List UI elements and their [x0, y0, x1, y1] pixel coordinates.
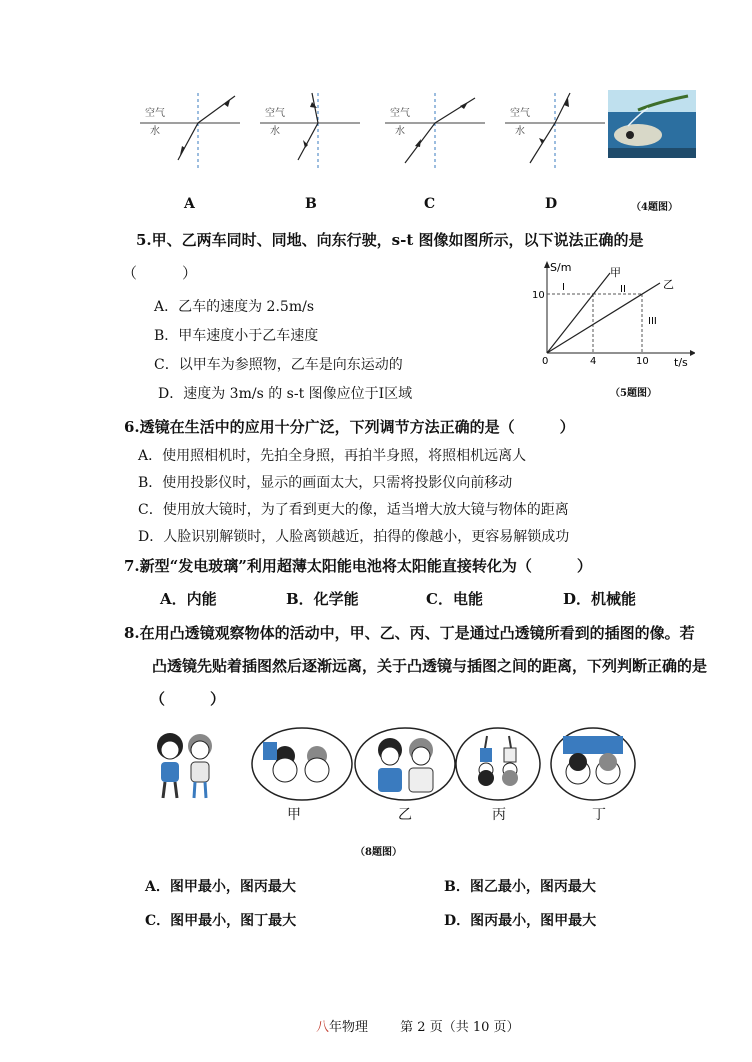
archer-fish-photo — [608, 90, 696, 158]
q4-water-label: 水 — [150, 126, 160, 137]
q6-option-d: D．人脸识别解锁时，人脸离锁越近，拍得的像越小，更容易解锁成功 — [138, 529, 570, 545]
q4-air-label: 空气 — [510, 108, 530, 119]
q8-stem-line-1: 8.在用凸透镜观察物体的活动中，甲、乙、丙、丁是通过凸透镜所看到的插图的像。若 — [124, 624, 695, 642]
footer-subject: 年物理 — [329, 1020, 369, 1035]
q5-option-d: D．速度为 3m/s 的 s-t 图像应位于Ⅰ区域 — [158, 386, 413, 402]
q5-graph-ytick: 10 — [532, 290, 545, 301]
q5-stem: 5.甲、乙两车同时、同地、向东行驶，s-t 图像如图所示，以下说法正确的是 — [136, 231, 644, 249]
q4-water-label: 水 — [270, 126, 280, 137]
q4-water-label: 水 — [515, 126, 525, 137]
q5-graph-line-jia: 甲 — [610, 266, 621, 279]
q8-original-illustration — [157, 733, 212, 798]
q5-st-graph — [530, 258, 695, 368]
q7-option-d: D．机械能 — [563, 590, 637, 608]
q5-graph-origin: 0 — [542, 356, 549, 367]
q8-label-bing: 丙 — [492, 807, 506, 823]
q4-refraction-diagrams — [130, 88, 730, 178]
q6-option-a: A．使用照相机时，先拍全身照，再拍半身照，将照相机远离人 — [138, 448, 527, 464]
q6-option-b: B．使用投影仪时，显示的画面太大，只需将投影仪向前移动 — [138, 475, 513, 491]
q8-label-yi: 乙 — [398, 807, 412, 823]
q8-stem-line-2: 凸透镜先贴着插图然后逐渐远离，关于凸透镜与插图之间的距离，下列判断正确的是 — [152, 657, 708, 675]
q5-graph-line-yi: 乙 — [663, 278, 674, 291]
q8-figure-row — [145, 726, 655, 806]
q4-label-d: D — [545, 196, 558, 212]
q4-water-label: 水 — [395, 126, 405, 137]
diagram-a — [140, 93, 240, 168]
q8-answer-blank[interactable]: （ ） — [150, 690, 226, 708]
q5-graph-ylabel: S/m — [550, 261, 572, 274]
q5-graph-region-2: II — [620, 284, 626, 295]
footer-page: 第 2 页（共 10 页） — [400, 1020, 520, 1035]
q5-option-a: A．乙车的速度为 2.5m/s — [154, 299, 315, 315]
q4-air-label: 空气 — [265, 108, 285, 119]
q5-caption: （5题图） — [610, 388, 657, 399]
diagram-b — [260, 93, 360, 168]
q7-option-a: A．内能 — [160, 590, 217, 608]
q5-graph-region-1: I — [562, 282, 565, 293]
q8-image-ding — [551, 728, 635, 800]
q8-option-a: A．图甲最小，图丙最大 — [145, 879, 296, 895]
q5-option-c: C．以甲车为参照物，乙车是向东运动的 — [154, 357, 403, 373]
q5-graph-region-3: III — [648, 316, 657, 327]
q5-option-b: B．甲车速度小于乙车速度 — [154, 328, 319, 344]
footer-grade: 八 — [316, 1020, 330, 1035]
q7-stem: 7.新型“发电玻璃”利用超薄太阳能电池将太阳能直接转化为（ ） — [124, 557, 592, 575]
page-footer — [316, 1016, 520, 1035]
q7-option-c: C．电能 — [426, 590, 483, 608]
q8-option-d: D．图丙最小，图甲最大 — [444, 913, 597, 929]
q6-option-c: C．使用放大镜时，为了看到更大的像，适当增大放大镜与物体的距离 — [138, 502, 569, 518]
q4-label-b: B — [305, 196, 317, 212]
q8-label-ding: 丁 — [592, 807, 606, 823]
q8-image-jia — [252, 728, 352, 800]
q8-option-b: B．图乙最小，图丙最大 — [444, 879, 596, 895]
q8-image-yi — [355, 728, 455, 800]
q5-graph-xlabel: t/s — [674, 356, 688, 368]
q5-graph-xtick-4: 4 — [590, 356, 597, 367]
q8-label-jia: 甲 — [287, 807, 301, 823]
q4-figure-row — [130, 88, 730, 178]
q4-label-a: A — [184, 196, 195, 212]
q4-label-c: C — [424, 196, 436, 212]
q7-option-b: B．化学能 — [286, 590, 359, 608]
q4-air-label: 空气 — [390, 108, 410, 119]
q8-image-bing — [456, 728, 540, 800]
q8-option-c: C．图甲最小，图丁最大 — [145, 913, 297, 929]
q8-caption: （8题图） — [355, 847, 402, 858]
q5-graph-xtick-10: 10 — [636, 356, 649, 367]
q6-stem: 6.透镜在生活中的应用十分广泛，下列调节方法正确的是（ ） — [124, 418, 575, 436]
q4-air-label: 空气 — [145, 108, 165, 119]
diagram-c — [385, 93, 485, 168]
q5-answer-blank[interactable]: （ ） — [122, 264, 198, 282]
q4-caption: （4题图） — [631, 202, 678, 213]
diagram-d — [505, 93, 605, 168]
